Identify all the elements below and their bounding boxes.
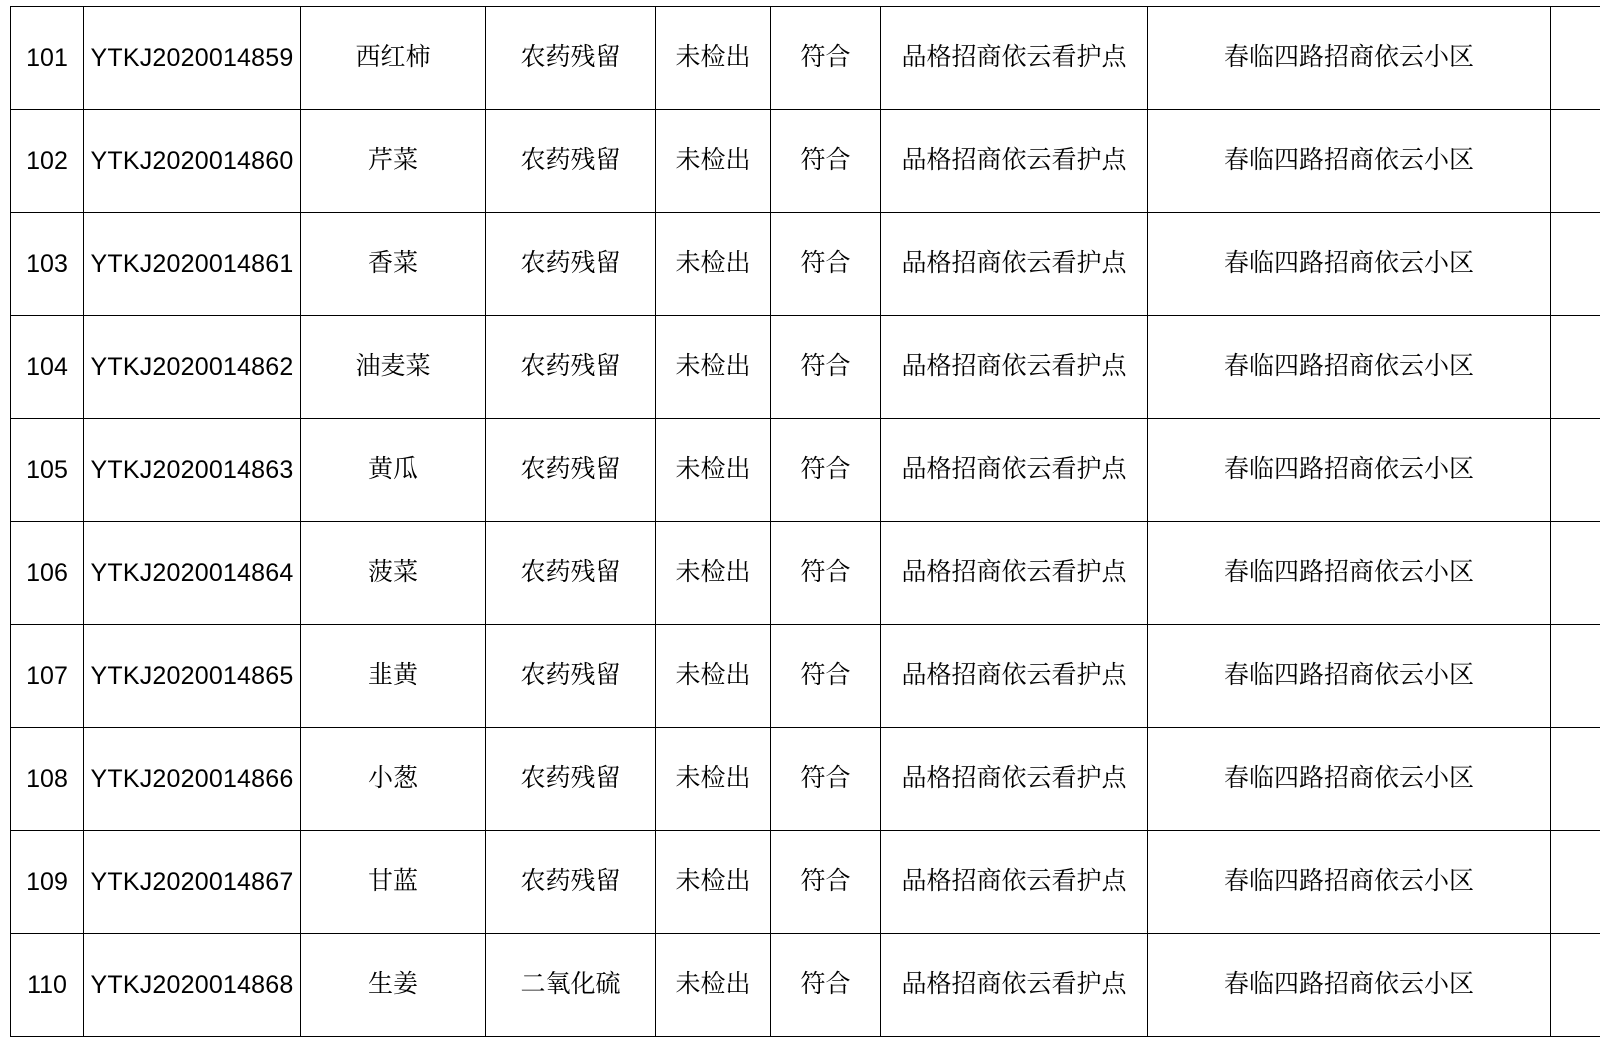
cell-test-result: 未检出 xyxy=(656,728,771,831)
cell-test-result: 未检出 xyxy=(656,7,771,110)
cell-sample-name: 芹菜 xyxy=(301,110,486,213)
cell-sampling-address: 春临四路招商依云小区 xyxy=(1148,522,1551,625)
cell-conclusion: 符合 xyxy=(771,419,881,522)
table-row xyxy=(11,316,1600,419)
cell-test-item: 农药残留 xyxy=(486,625,656,728)
cell-index: 101 xyxy=(11,7,84,110)
cell-conclusion: 符合 xyxy=(771,110,881,213)
cell-sampling-point: 品格招商依云看护点 xyxy=(881,522,1148,625)
cell-remark xyxy=(1551,522,1600,625)
cell-remark xyxy=(1551,419,1600,522)
cell-test-item: 农药残留 xyxy=(486,213,656,316)
cell-sampling-address: 春临四路招商依云小区 xyxy=(1148,625,1551,728)
table-row xyxy=(11,7,1600,110)
cell-sampling-point: 品格招商依云看护点 xyxy=(881,728,1148,831)
cell-conclusion: 符合 xyxy=(771,625,881,728)
cell-test-item: 农药残留 xyxy=(486,419,656,522)
cell-sampling-address: 春临四路招商依云小区 xyxy=(1148,728,1551,831)
cell-test-item: 二氧化硫 xyxy=(486,934,656,1037)
cell-sampling-point: 品格招商依云看护点 xyxy=(881,625,1148,728)
cell-test-item: 农药残留 xyxy=(486,110,656,213)
cell-remark xyxy=(1551,831,1600,934)
cell-conclusion: 符合 xyxy=(771,522,881,625)
cell-sample-name: 甘蓝 xyxy=(301,831,486,934)
cell-test-result: 未检出 xyxy=(656,934,771,1037)
cell-sample-code: YTKJ2020014864 xyxy=(84,522,301,625)
cell-index: 110 xyxy=(11,934,84,1037)
cell-index: 102 xyxy=(11,110,84,213)
cell-remark xyxy=(1551,7,1600,110)
cell-sample-code: YTKJ2020014861 xyxy=(84,213,301,316)
cell-conclusion: 符合 xyxy=(771,934,881,1037)
cell-index: 105 xyxy=(11,419,84,522)
table-body xyxy=(11,7,1600,1037)
cell-remark xyxy=(1551,110,1600,213)
cell-sample-code: YTKJ2020014866 xyxy=(84,728,301,831)
cell-sampling-address: 春临四路招商依云小区 xyxy=(1148,934,1551,1037)
cell-sample-code: YTKJ2020014862 xyxy=(84,316,301,419)
cell-test-result: 未检出 xyxy=(656,316,771,419)
cell-index: 108 xyxy=(11,728,84,831)
cell-sample-code: YTKJ2020014859 xyxy=(84,7,301,110)
cell-sample-name: 韭黄 xyxy=(301,625,486,728)
cell-sampling-point: 品格招商依云看护点 xyxy=(881,419,1148,522)
cell-test-result: 未检出 xyxy=(656,110,771,213)
cell-sample-name: 小葱 xyxy=(301,728,486,831)
cell-conclusion: 符合 xyxy=(771,728,881,831)
cell-remark xyxy=(1551,934,1600,1037)
cell-conclusion: 符合 xyxy=(771,316,881,419)
cell-sample-code: YTKJ2020014865 xyxy=(84,625,301,728)
cell-sampling-point: 品格招商依云看护点 xyxy=(881,7,1148,110)
cell-test-item: 农药残留 xyxy=(486,7,656,110)
table-row xyxy=(11,831,1600,934)
cell-conclusion: 符合 xyxy=(771,7,881,110)
cell-sampling-point: 品格招商依云看护点 xyxy=(881,213,1148,316)
cell-test-result: 未检出 xyxy=(656,625,771,728)
cell-sampling-address: 春临四路招商依云小区 xyxy=(1148,316,1551,419)
cell-test-result: 未检出 xyxy=(656,419,771,522)
cell-remark xyxy=(1551,625,1600,728)
cell-sample-name: 西红柿 xyxy=(301,7,486,110)
cell-sampling-address: 春临四路招商依云小区 xyxy=(1148,831,1551,934)
table-row xyxy=(11,728,1600,831)
cell-sampling-point: 品格招商依云看护点 xyxy=(881,316,1148,419)
table-row xyxy=(11,419,1600,522)
cell-sampling-point: 品格招商依云看护点 xyxy=(881,934,1148,1037)
cell-sampling-address: 春临四路招商依云小区 xyxy=(1148,110,1551,213)
cell-test-item: 农药残留 xyxy=(486,522,656,625)
cell-test-item: 农药残留 xyxy=(486,831,656,934)
table-row xyxy=(11,625,1600,728)
cell-index: 109 xyxy=(11,831,84,934)
cell-sampling-address: 春临四路招商依云小区 xyxy=(1148,213,1551,316)
cell-sample-code: YTKJ2020014863 xyxy=(84,419,301,522)
cell-conclusion: 符合 xyxy=(771,831,881,934)
inspection-results-table xyxy=(10,6,1600,1037)
cell-index: 107 xyxy=(11,625,84,728)
cell-test-result: 未检出 xyxy=(656,213,771,316)
cell-remark xyxy=(1551,213,1600,316)
cell-remark xyxy=(1551,316,1600,419)
table-row xyxy=(11,934,1600,1037)
cell-index: 106 xyxy=(11,522,84,625)
cell-remark xyxy=(1551,728,1600,831)
cell-sampling-address: 春临四路招商依云小区 xyxy=(1148,419,1551,522)
cell-sample-name: 菠菜 xyxy=(301,522,486,625)
cell-sample-name: 油麦菜 xyxy=(301,316,486,419)
cell-test-item: 农药残留 xyxy=(486,728,656,831)
cell-index: 104 xyxy=(11,316,84,419)
cell-sampling-address: 春临四路招商依云小区 xyxy=(1148,7,1551,110)
table-row xyxy=(11,213,1600,316)
cell-sampling-point: 品格招商依云看护点 xyxy=(881,831,1148,934)
cell-sample-name: 香菜 xyxy=(301,213,486,316)
table-row xyxy=(11,522,1600,625)
cell-index: 103 xyxy=(11,213,84,316)
cell-sample-name: 生姜 xyxy=(301,934,486,1037)
cell-test-item: 农药残留 xyxy=(486,316,656,419)
cell-test-result: 未检出 xyxy=(656,831,771,934)
cell-sample-name: 黄瓜 xyxy=(301,419,486,522)
cell-sample-code: YTKJ2020014868 xyxy=(84,934,301,1037)
cell-conclusion: 符合 xyxy=(771,213,881,316)
table-row xyxy=(11,110,1600,213)
cell-test-result: 未检出 xyxy=(656,522,771,625)
cell-sample-code: YTKJ2020014860 xyxy=(84,110,301,213)
cell-sampling-point: 品格招商依云看护点 xyxy=(881,110,1148,213)
cell-sample-code: YTKJ2020014867 xyxy=(84,831,301,934)
